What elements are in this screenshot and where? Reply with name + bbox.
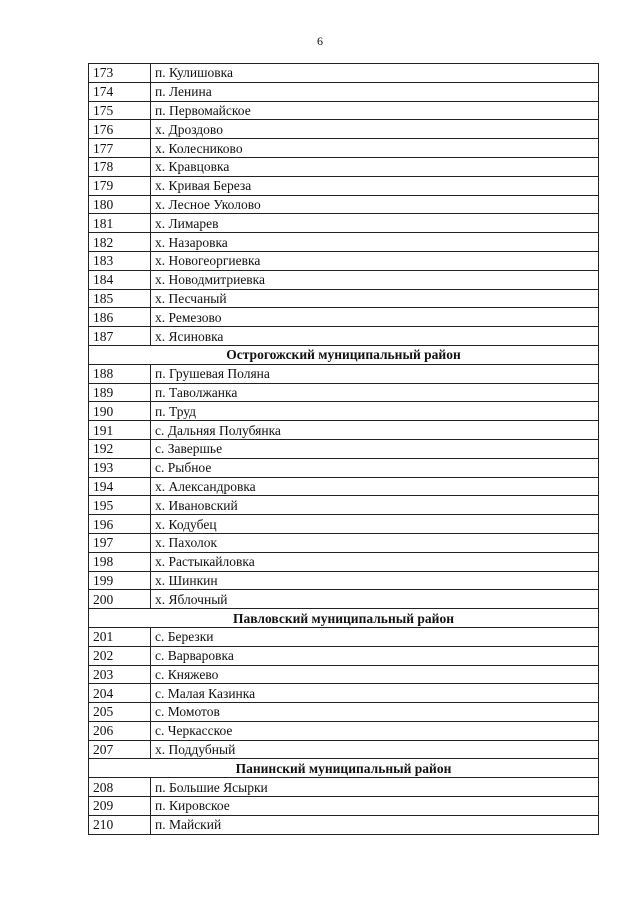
table-row bbox=[89, 383, 599, 402]
table-row bbox=[89, 101, 599, 120]
row-number: 183 bbox=[89, 251, 151, 270]
section-header-row bbox=[89, 759, 599, 778]
settlement-name: п. Кировское bbox=[151, 797, 599, 816]
row-number: 208 bbox=[89, 778, 151, 797]
table-row bbox=[89, 590, 599, 609]
section-title: Острогожский муниципальный район bbox=[89, 345, 599, 364]
table-row bbox=[89, 364, 599, 383]
settlement-name: с. Момотов bbox=[151, 703, 599, 722]
settlement-name: х. Назаровка bbox=[151, 233, 599, 252]
settlement-name: х. Лесное Уколово bbox=[151, 195, 599, 214]
table-row bbox=[89, 703, 599, 722]
table-row bbox=[89, 797, 599, 816]
row-number: 201 bbox=[89, 627, 151, 646]
table-row bbox=[89, 721, 599, 740]
table-row bbox=[89, 421, 599, 440]
row-number: 195 bbox=[89, 496, 151, 515]
row-number: 205 bbox=[89, 703, 151, 722]
settlement-name: с. Черкасское bbox=[151, 721, 599, 740]
settlement-name: с. Княжево bbox=[151, 665, 599, 684]
table-row bbox=[89, 552, 599, 571]
settlement-name: х. Поддубный bbox=[151, 740, 599, 759]
section-header-row bbox=[89, 609, 599, 628]
row-number: 207 bbox=[89, 740, 151, 759]
table-row bbox=[89, 458, 599, 477]
page-number: 6 bbox=[317, 34, 323, 48]
settlement-name: х. Песчаный bbox=[151, 289, 599, 308]
row-number: 209 bbox=[89, 797, 151, 816]
settlement-name: х. Новодмитриевка bbox=[151, 270, 599, 289]
settlement-name: х. Кравцовка bbox=[151, 157, 599, 176]
row-number: 197 bbox=[89, 533, 151, 552]
table-row bbox=[89, 477, 599, 496]
row-number: 210 bbox=[89, 815, 151, 834]
row-number: 206 bbox=[89, 721, 151, 740]
table-row bbox=[89, 308, 599, 327]
table-row bbox=[89, 684, 599, 703]
row-number: 193 bbox=[89, 458, 151, 477]
settlement-name: х. Новогеоргиевка bbox=[151, 251, 599, 270]
settlement-name: х. Кривая Береза bbox=[151, 176, 599, 195]
section-title: Панинский муниципальный район bbox=[89, 759, 599, 778]
row-number: 198 bbox=[89, 552, 151, 571]
row-number: 184 bbox=[89, 270, 151, 289]
table-row bbox=[89, 533, 599, 552]
row-number: 186 bbox=[89, 308, 151, 327]
settlement-name: п. Большие Ясырки bbox=[151, 778, 599, 797]
settlement-name: х. Ивановский bbox=[151, 496, 599, 515]
settlement-name: х. Александровка bbox=[151, 477, 599, 496]
settlement-name: х. Пахолок bbox=[151, 533, 599, 552]
row-number: 185 bbox=[89, 289, 151, 308]
table-row bbox=[89, 157, 599, 176]
table-row bbox=[89, 571, 599, 590]
settlement-name: п. Майский bbox=[151, 815, 599, 834]
table-row bbox=[89, 176, 599, 195]
settlements-table bbox=[88, 63, 599, 835]
table-row bbox=[89, 251, 599, 270]
row-number: 203 bbox=[89, 665, 151, 684]
settlement-name: х. Дроздово bbox=[151, 120, 599, 139]
row-number: 189 bbox=[89, 383, 151, 402]
table-row bbox=[89, 740, 599, 759]
row-number: 199 bbox=[89, 571, 151, 590]
row-number: 181 bbox=[89, 214, 151, 233]
section-title: Павловский муниципальный район bbox=[89, 609, 599, 628]
row-number: 194 bbox=[89, 477, 151, 496]
settlement-name: п. Грушевая Поляна bbox=[151, 364, 599, 383]
settlement-name: х. Кодубец bbox=[151, 515, 599, 534]
settlement-name: х. Ремезово bbox=[151, 308, 599, 327]
settlement-name: п. Ленина bbox=[151, 82, 599, 101]
table-row bbox=[89, 627, 599, 646]
table-row bbox=[89, 64, 599, 83]
table-row bbox=[89, 496, 599, 515]
row-number: 187 bbox=[89, 327, 151, 346]
settlement-name: х. Яблочный bbox=[151, 590, 599, 609]
table-row bbox=[89, 270, 599, 289]
settlement-name: с. Варваровка bbox=[151, 646, 599, 665]
settlement-name: х. Шинкин bbox=[151, 571, 599, 590]
row-number: 179 bbox=[89, 176, 151, 195]
settlement-name: с. Малая Казинка bbox=[151, 684, 599, 703]
table-row bbox=[89, 195, 599, 214]
row-number: 174 bbox=[89, 82, 151, 101]
settlement-name: с. Дальняя Полубянка bbox=[151, 421, 599, 440]
table-row bbox=[89, 327, 599, 346]
table-row bbox=[89, 439, 599, 458]
row-number: 202 bbox=[89, 646, 151, 665]
table-row bbox=[89, 402, 599, 421]
settlement-name: п. Кулишовка bbox=[151, 64, 599, 83]
row-number: 190 bbox=[89, 402, 151, 421]
settlement-name: х. Колесниково bbox=[151, 139, 599, 158]
row-number: 191 bbox=[89, 421, 151, 440]
table-row bbox=[89, 646, 599, 665]
table-row bbox=[89, 139, 599, 158]
row-number: 180 bbox=[89, 195, 151, 214]
settlement-name: п. Таволжанка bbox=[151, 383, 599, 402]
settlement-name: х. Растыкайловка bbox=[151, 552, 599, 571]
table-row bbox=[89, 289, 599, 308]
section-header-row bbox=[89, 345, 599, 364]
settlement-name: х. Лимарев bbox=[151, 214, 599, 233]
row-number: 177 bbox=[89, 139, 151, 158]
settlement-name: п. Первомайское bbox=[151, 101, 599, 120]
row-number: 204 bbox=[89, 684, 151, 703]
row-number: 176 bbox=[89, 120, 151, 139]
table-row bbox=[89, 82, 599, 101]
row-number: 173 bbox=[89, 64, 151, 83]
settlement-name: х. Ясиновка bbox=[151, 327, 599, 346]
settlement-name: с. Березки bbox=[151, 627, 599, 646]
table-row bbox=[89, 233, 599, 252]
settlement-name: п. Труд bbox=[151, 402, 599, 421]
row-number: 175 bbox=[89, 101, 151, 120]
row-number: 178 bbox=[89, 157, 151, 176]
row-number: 192 bbox=[89, 439, 151, 458]
table-row bbox=[89, 515, 599, 534]
settlement-name: с. Рыбное bbox=[151, 458, 599, 477]
row-number: 182 bbox=[89, 233, 151, 252]
table-row bbox=[89, 815, 599, 834]
row-number: 196 bbox=[89, 515, 151, 534]
row-number: 200 bbox=[89, 590, 151, 609]
table-body bbox=[89, 64, 599, 835]
table-row bbox=[89, 665, 599, 684]
table-row bbox=[89, 778, 599, 797]
table-row bbox=[89, 214, 599, 233]
settlement-name: с. Завершье bbox=[151, 439, 599, 458]
table-row bbox=[89, 120, 599, 139]
row-number: 188 bbox=[89, 364, 151, 383]
